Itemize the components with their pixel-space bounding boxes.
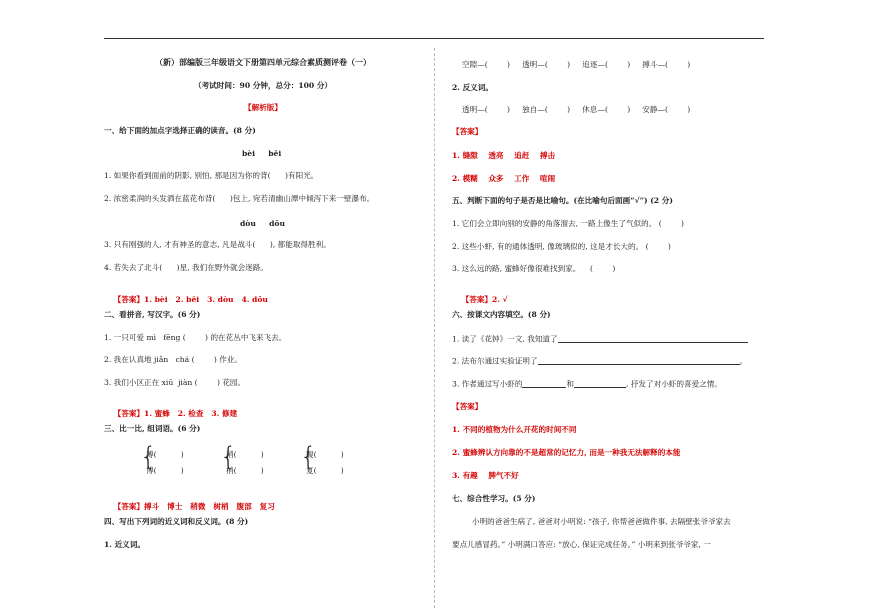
q1-heading: 一、给下面的加点字选择正确的读音。(8 分) xyxy=(104,126,256,135)
answer-label: 【答案】 xyxy=(461,294,493,304)
answer-text: 1. 蜜蜂 2. 检查 3. 修建 xyxy=(144,408,238,418)
q7-paragraph-line-1: 小明的爸爸生病了, 爸爸对小明说: “孩子, 你帮爸爸做件事, 去隔壁张爷爷家去 xyxy=(472,517,731,526)
q6-answer-1: 1. 不同的植物为什么开花的时间不同 xyxy=(452,425,577,434)
q5-item-2: 2. 这些小虾, 有的通体透明, 像玻璃似的, 这是才长大的。 ( ) xyxy=(452,242,671,251)
q6-heading: 六、按课文内容填空。(8 分) xyxy=(452,310,551,319)
answer-text: 2. √ xyxy=(492,294,508,304)
q4-answer-synonyms: 1. 缝隙 透亮 追赶 搏击 xyxy=(452,151,556,160)
q6-item-1-text: 1. 读了《花钟》一文, 我知道了 xyxy=(452,334,558,344)
brace-icon: { xyxy=(220,442,237,472)
q6-item-2-text: 2. 法布尔通过实验证明了 xyxy=(452,356,538,366)
q5-heading: 五、判断下面的句子是否是比喻句。(在比喻句后面画“√”) (2 分) xyxy=(452,196,673,205)
q6-answer-2: 2. 蜜蜂辨认方向靠的不是超常的记忆力, 而是一种我无法解释的本能 xyxy=(452,448,681,457)
q6-answer-label: 【答案】 xyxy=(452,402,483,411)
q1-item-2: 2. 浓密柔润的头发洒在蓝花布背( )包上, 宛若清幽山潭中倾泻下来一壁瀑布。 xyxy=(104,194,375,203)
q1-pinyin-b: dòu dǒu xyxy=(240,219,286,228)
q6-item-3-text-a: 3. 作者通过写小虾的 xyxy=(452,379,523,389)
exam-subtitle: （考试时间：90 分钟，总分：100 分） xyxy=(193,81,333,90)
q3-pair-2-a: 稍( ) xyxy=(226,450,264,459)
q3-pair-1 xyxy=(140,442,220,481)
q7-paragraph-line-2: 要点儿感冒药。” 小明满口答应: “放心, 保证完成任务。” 小明来到张爷爷家, 一 xyxy=(452,540,711,549)
q6-item-2-end: 。 xyxy=(739,356,748,366)
q1-answer xyxy=(104,288,268,311)
q1-pinyin-a: bèi bēi xyxy=(242,149,282,158)
q1-item-4: 4. 若失去了北斗( )星, 我们在野外就会迷路。 xyxy=(104,263,268,272)
exam-title: （新）部编版三年级语文下册第四单元综合素质测评卷（一） xyxy=(155,57,371,67)
q2-item-2: 2. 我在认真地 jiǎn chá ( ) 作业。 xyxy=(104,355,242,364)
answer-label: 【答案】 xyxy=(113,501,145,511)
version-label: 【解析版】 xyxy=(244,103,282,112)
q4-answer-label: 【答案】 xyxy=(452,127,483,136)
q3-answer xyxy=(104,495,275,518)
q6-blank-1[interactable] xyxy=(558,334,748,343)
q6-blank-3a[interactable] xyxy=(522,379,566,388)
q4-sub-1: 1. 近义词。 xyxy=(104,540,145,549)
q5-answer xyxy=(452,288,508,311)
q3-pair-3 xyxy=(300,442,380,481)
q2-heading: 二、看拼音, 写汉字。(6 分) xyxy=(104,310,201,319)
q3-pair-2-b: 梢( ) xyxy=(226,466,264,475)
synonym-row: 空隙—( ) 透明—( ) 追逐—( ) 搏斗—( ) xyxy=(462,60,691,69)
q7-heading: 七、综合性学习。(5 分) xyxy=(452,494,536,503)
q3-heading: 三、比一比, 组词语。(6 分) xyxy=(104,424,201,433)
q4-heading: 四、写出下列词的近义词和反义词。(8 分) xyxy=(104,517,249,526)
q3-pair-3-a: 腹( ) xyxy=(306,450,344,459)
q6-item-3-text-c: , 抒发了对小虾的喜爱之情。 xyxy=(626,379,722,389)
q2-item-3: 3. 我们小区正在 xiū jiàn ( ) 花园。 xyxy=(104,378,246,387)
q6-blank-3b[interactable] xyxy=(574,379,626,388)
column-divider xyxy=(434,48,435,608)
answer-text: 搏斗 博士 稍微 树梢 腹部 复习 xyxy=(144,501,275,511)
q1-item-1: 1. 如果你看到面前的阴影, 别怕, 那是因为你的背( )有阳光。 xyxy=(104,171,319,180)
q3-pair-1-a: 搏( ) xyxy=(146,450,184,459)
q3-pair-3-b: 复( ) xyxy=(306,466,344,475)
q4-sub-2: 2. 反义词。 xyxy=(452,83,493,92)
q3-pair-1-b: 博( ) xyxy=(146,466,184,475)
q6-blank-2[interactable] xyxy=(538,356,740,365)
brace-icon: { xyxy=(140,442,157,472)
q6-item-1 xyxy=(452,334,748,343)
q4-answer-antonyms: 2. 模糊 众多 工作 喧闹 xyxy=(452,174,556,183)
q6-item-2 xyxy=(452,356,747,365)
answer-label: 【答案】 xyxy=(113,408,145,418)
brace-icon: { xyxy=(300,442,317,472)
q2-item-1: 1. 一只可爱 mì fēng ( ) 的在花丛中飞来飞去。 xyxy=(104,333,287,342)
q5-item-3: 3. 这么远的路, 蜜蜂好像很难找到家。 ( ) xyxy=(452,264,616,273)
q2-answer xyxy=(104,402,237,425)
q3-pair-2 xyxy=(220,442,300,481)
q6-item-3-text-b: 和 xyxy=(566,379,575,389)
q5-item-1: 1. 它们会立即向别的安静的角落溜去, 一路上像生了气似的。 ( ) xyxy=(452,219,684,228)
top-rule xyxy=(104,38,764,39)
answer-text: 1. bèi 2. bēi 3. dòu 4. dǒu xyxy=(144,294,268,304)
antonym-row: 透明—( ) 独自—( ) 休息—( ) 安静—( ) xyxy=(462,105,691,114)
q6-item-3 xyxy=(452,379,722,388)
q1-item-3: 3. 只有刚强的人, 才有神圣的意志, 凡是战斗( ), 都能取得胜利。 xyxy=(104,240,331,249)
q6-answer-3: 3. 有趣 脾气不好 xyxy=(452,471,519,480)
answer-label: 【答案】 xyxy=(113,294,145,304)
